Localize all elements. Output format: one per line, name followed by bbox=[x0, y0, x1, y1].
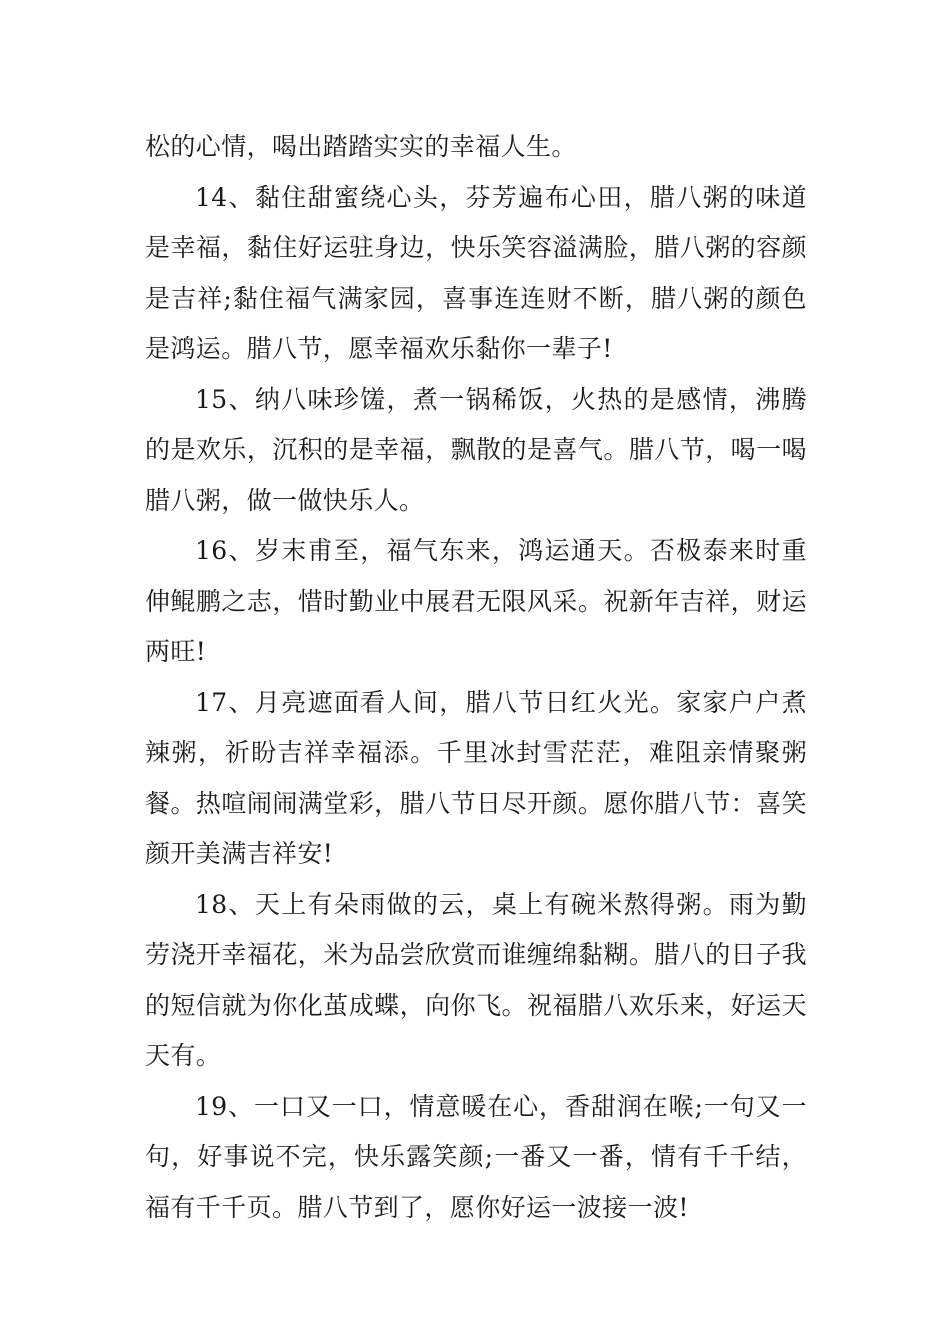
paragraph-14: 14、黏住甜蜜绕心头，芬芳遍布心田，腊八粥的味道是幸福，黏住好运驻身边，快乐笑容溢满脸，腊八粥的容颜是吉祥;黏住福气满家园，喜事连连财不断，腊八粥的颜色是鸿运。腊八节，愿幸福欢乐黏你一辈子! bbox=[145, 182, 807, 363]
paragraph-17: 17、月亮遮面看人间，腊八节日红火光。家家户户煮辣粥，祈盼吉祥幸福添。千里冰封雪茫茫，难阻亲情聚粥餐。热喧闹闹满堂彩，腊八节日尽开颜。愿你腊八节：喜笑颜开美满吉祥安! bbox=[145, 687, 807, 868]
paragraph-19: 19、一口又一口，情意暖在心，香甜润在喉;一句又一句，好事说不完，快乐露笑颜;一番又一番，情有千千结，福有千千页。腊八节到了，愿你好运一波接一波! bbox=[145, 1091, 807, 1222]
paragraph-16: 16、岁末甫至，福气东来，鸿运通天。否极泰来时重伸鲲鹏之志，惜时勤业中展君无限风采。祝新年吉祥，财运两旺! bbox=[145, 536, 807, 666]
paragraph-18: 18、天上有朵雨做的云，桌上有碗米熬得粥。雨为勤劳浇开幸福花，米为品尝欣赏而谁缠绵黏糊。腊八的日子我的短信就为你化茧成蝶，向你飞。祝福腊八欢乐来，好运天天有。 bbox=[145, 889, 807, 1070]
paragraph-continuation: 松的心情，喝出踏踏实实的幸福人生。 bbox=[145, 132, 577, 161]
paragraph-15: 15、纳八味珍馐，煮一锅稀饭，火热的是感情，沸腾的是欢乐，沉积的是幸福，飘散的是喜气。腊八节，喝一喝腊八粥，做一做快乐人。 bbox=[145, 384, 807, 515]
document-body bbox=[145, 122, 807, 1233]
